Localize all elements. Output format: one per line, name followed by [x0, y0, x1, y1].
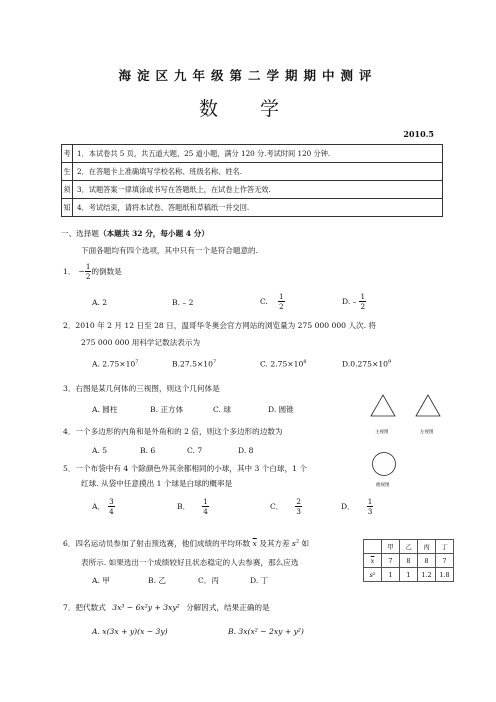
q1-number: 1．: [63, 267, 76, 276]
exam-date: 2010.5: [403, 129, 434, 139]
frac-num: 1: [360, 292, 366, 301]
q2-option-d: [342, 359, 391, 369]
left-view-label: 左视图: [420, 430, 434, 435]
subject-title: 数 学: [198, 98, 298, 120]
q1-d-label: D. –: [342, 297, 357, 306]
q3-option-c: C. 球: [213, 405, 231, 414]
q2-a-text: A. 2.75×10: [92, 359, 136, 369]
left-view-triangle: [416, 395, 440, 416]
frac-num: 3: [109, 497, 114, 506]
notice-item: 4．考试结束，请将本试卷、答题纸和草稿纸一并交回.: [73, 199, 443, 217]
section-heading: [61, 228, 209, 239]
q6-option-c: C．丙: [198, 576, 219, 585]
exam-title: 海淀区九年级第二学期期中测评: [118, 68, 378, 83]
notice-item: 2．在答题卡上准确填写学校名称、班级名称、姓名.: [73, 163, 443, 181]
q2-option-c: [260, 359, 307, 369]
q5-stem-line2: 红球. 从袋中任意摸出 1 个球是白球的概率是: [81, 479, 233, 488]
q7-expression: 3x³ − 6x²y + 3xy²: [112, 603, 180, 612]
frac-den: 4: [203, 507, 208, 516]
q5-c-fraction: [295, 497, 302, 516]
table-header-cell: 丁: [436, 540, 454, 554]
q5-a-label: A．: [92, 502, 106, 511]
q1-option-d: [342, 292, 366, 311]
table-cell: 8: [400, 554, 418, 568]
q2-b-exp: 7: [212, 359, 217, 365]
frac-num: 1: [203, 497, 208, 506]
table-header-cell: 甲: [382, 540, 400, 554]
front-view-triangle: [371, 395, 395, 416]
notice-side-char: 生: [62, 163, 73, 181]
q6-s-exp: 2: [295, 538, 300, 545]
frac-den: 3: [367, 507, 373, 516]
table-cell: $\overline{x}$: [364, 554, 382, 568]
q5-d-fraction: [367, 497, 374, 516]
table-cell: 1.8: [436, 568, 454, 582]
frac-den: 4: [109, 507, 114, 516]
q1-d-fraction: [359, 292, 366, 311]
section-heading-text: 一、选择题: [61, 229, 99, 238]
q6-stem-part3: 如: [301, 539, 310, 548]
q4-option-a: A. 5: [92, 446, 108, 455]
q4-stem: 4．一个多边形的内角和是外角和的 2 倍，则这个多边形的边数为: [63, 427, 283, 436]
q5-option-a: [92, 497, 115, 516]
q7-option-a: A. x(3x + y)(x − 3y): [92, 627, 168, 636]
table-header-cell: [364, 540, 382, 554]
notice-side-char: 知: [62, 199, 73, 217]
q4-option-b: B. 6: [140, 446, 156, 455]
table-cell: 8: [418, 554, 436, 568]
q6-s-symbol: s: [292, 539, 296, 548]
q3-option-b: B. 正方体: [150, 405, 184, 414]
q7-stem: [63, 602, 270, 613]
frac-num: 1: [278, 292, 284, 301]
table-header-cell: 丙: [418, 540, 436, 554]
q4-option-d: D. 8: [238, 446, 254, 455]
table-row: [364, 568, 454, 582]
table-cell: 7: [382, 554, 400, 568]
table-cell: 1: [400, 568, 418, 582]
q2-option-a: [92, 359, 138, 369]
q1-c-fraction: [278, 292, 285, 311]
q1-option-a: A. 2: [92, 298, 108, 307]
table-row: [364, 540, 454, 554]
q2-stem-line1: 2．2010 年 2 月 12 日至 28 日，温哥华冬奥会官方网站的浏览量为 275 000 000 人次. 将: [63, 321, 377, 330]
q3-option-d: D. 圆锥: [268, 405, 294, 414]
notice-item: 1．本试卷共 5 页，共五道大题，25 道小题，满分 120 分.考试时间 120 分钟.: [73, 145, 443, 163]
q1-minus: −: [78, 267, 85, 276]
table-cell: 1: [382, 568, 400, 582]
front-view-label: 主视图: [375, 430, 389, 435]
frac-den: 2: [360, 302, 366, 311]
q2-c-exp: 8: [303, 359, 307, 365]
q2-d-exp: 9: [388, 359, 392, 365]
q5-stem-line1: 5．一个布袋中有 4 个除颜色外其余都相同的小球，其中 3 个白球，1 个: [63, 464, 308, 473]
q6-option-d: D. 丁: [250, 576, 269, 585]
frac-den: 3: [296, 507, 301, 516]
q2-stem-line2: 275 000 000 用科学记数法表示为: [81, 338, 201, 347]
frac-den: 2: [85, 272, 91, 281]
notice-side-char: 考: [62, 145, 73, 163]
q7-option-b: B. 3x(x² − 2xy + y²): [228, 627, 304, 636]
top-view-circle: [373, 453, 396, 476]
q2-c-text: C. 2.75×10: [260, 359, 304, 369]
frac-num: 1: [367, 497, 373, 506]
frac-den: 2: [278, 302, 284, 311]
q5-b-fraction: [202, 497, 209, 516]
top-view-label: 俯视图: [376, 483, 390, 488]
frac-num: 2: [296, 497, 301, 506]
q7-stem-part2: 分解因式，结果正确的是: [186, 603, 270, 612]
question-1-stem: [63, 262, 122, 281]
q6-xbar: $\overline{x}$: [252, 539, 257, 548]
q5-option-b: [177, 497, 209, 516]
section-heading-note: （本题共 32 分，每小题 4 分）: [98, 229, 209, 238]
q6-stats-table: [363, 539, 454, 582]
section-instruction: 下面各题均有四个选项，其中只有一个是符合题意的.: [81, 246, 259, 255]
q6-stem-line1: [63, 538, 309, 549]
q5-option-d: [341, 497, 373, 516]
q2-b-text: B.27.5×10: [172, 359, 213, 369]
q6-option-b: B. 乙: [148, 576, 167, 585]
q6-option-a: A. 甲: [92, 576, 110, 585]
q1-option-c: [260, 292, 285, 311]
frac-num: 1: [85, 262, 91, 271]
q5-d-label: D．: [341, 502, 355, 511]
q3-stem: 3．右图是某几何体的三视图，则这个几何体是: [63, 384, 220, 393]
q1-option-b: B. – 2: [172, 298, 194, 307]
q5-b-label: B．: [177, 502, 191, 511]
q6-stem-part2: 及其方差: [259, 539, 290, 548]
q6-stem-line2: 表所示. 如果选出一个成绩较好且状态稳定的人去参赛，那么应选: [81, 558, 299, 567]
q3-option-a: A. 圆柱: [92, 405, 118, 414]
notice-side-char: 须: [62, 181, 73, 199]
q1-fraction: [85, 262, 92, 281]
q2-a-exp: 7: [135, 359, 139, 365]
q1-c-label: C.: [260, 297, 268, 306]
table-cell: s²: [364, 568, 382, 582]
q5-c-label: C．: [270, 502, 284, 511]
table-header-cell: 乙: [400, 540, 418, 554]
q6-stem-part1: 6．四名运动员参加了射击预选赛，他们成绩的平均环数: [63, 539, 251, 548]
table-cell: 7: [436, 554, 454, 568]
q5-option-c: [270, 497, 302, 516]
notice-item: 3．试题答案一律填涂或书写在答题纸上，在试卷上作答无效.: [73, 181, 443, 199]
q5-a-fraction: [108, 497, 115, 516]
q4-option-c: C. 7: [187, 446, 203, 455]
table-row: [364, 554, 454, 568]
q2-option-b: [172, 359, 216, 369]
q7-stem-part1: 7．把代数式: [63, 603, 106, 612]
q1-stem-tail: 的倒数是: [91, 267, 122, 276]
q2-d-text: D.0.275×10: [342, 359, 388, 369]
exam-notice-table: [61, 144, 443, 217]
table-cell: 1.2: [418, 568, 436, 582]
